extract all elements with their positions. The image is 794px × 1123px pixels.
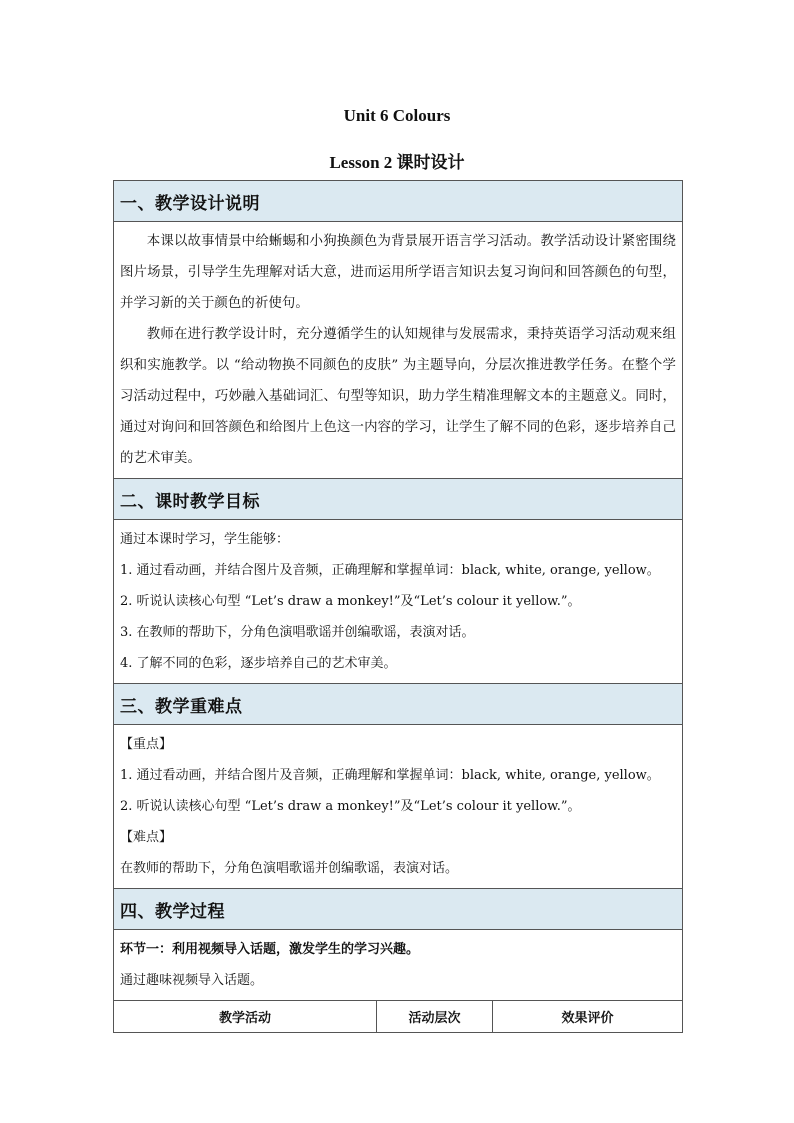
section-body-key-points [114,725,682,889]
section-heading-process: 四、教学过程 [114,889,682,930]
document-subtitle: Lesson 2 课时设计 [329,153,465,172]
difficulty-text: 在教师的帮助下，分角色演唱歌谣并创编歌谣，表演对话。 [120,861,459,876]
process-table-header [114,1001,682,1033]
section-heading-design-notes: 一、教学设计说明 [114,181,682,222]
lesson-design-table [113,180,683,1033]
section-body-process [114,930,682,1001]
key-point-item: 1. 通过看动画，并结合图片及音频，正确理解和掌握单词：black, white, orange, yellow。 [120,768,660,783]
objective-item: 4. 了解不同的色彩，逐步培养自己的艺术审美。 [120,656,397,671]
design-paragraph-2: 教师在进行教学设计时，充分遵循学生的认知规律与发展需求，秉持英语学习活动观来组织和实施教学。以 “给动物换不同颜色的皮肤” 为主题导向，分层次推进教学任务。在整个学习活动过程中，巧妙融入基础词汇、句型等知识，助力学生精准理解文本的主题意义。同时，通过对询问和回答颜色和给图片上色这一内容的学习，让学生了解不同的色彩，逐步培养自己的艺术审美。 [120,327,676,466]
process-step-1: 环节一：利用视频导入话题，激发学生的学习兴趣。 [120,942,420,957]
column-header-level: 活动层次 [377,1001,493,1032]
section-body-design-notes [114,222,682,479]
column-header-activity: 教学活动 [114,1001,377,1032]
objective-item: 1. 通过看动画，并结合图片及音频，正确理解和掌握单词：black, white, orange, yellow。 [120,563,660,578]
key-point-item: 2. 听说认读核心句型 “Let’s draw a monkey!”及“Let’s colour it yellow.”。 [120,799,581,814]
key-points-label: 【重点】 [120,737,173,752]
column-header-evaluation: 效果评价 [561,1011,614,1026]
section-heading-objectives: 二、课时教学目标 [114,479,682,520]
process-step-1-desc: 通过趣味视频导入话题。 [120,973,264,988]
section-body-objectives [114,520,682,684]
difficulty-label: 【难点】 [120,830,173,845]
objective-item: 3. 在教师的帮助下，分角色演唱歌谣并创编歌谣，表演对话。 [120,625,475,640]
objective-item: 2. 听说认读核心句型 “Let’s draw a monkey!”及“Let’s colour it yellow.”。 [120,594,581,609]
design-paragraph-1: 本课以故事情景中给蜥蜴和小狗换颜色为背景展开语言学习活动。教学活动设计紧密围绕图片场景，引导学生先理解对话大意，进而运用所学语言知识去复习询问和回答颜色的句型，并学习新的关于颜色的祈使句。 [120,234,676,311]
objectives-intro: 通过本课时学习，学生能够： [120,532,290,547]
document-title: Unit 6 Colours [343,106,451,125]
section-heading-key-points: 三、教学重难点 [114,684,682,725]
